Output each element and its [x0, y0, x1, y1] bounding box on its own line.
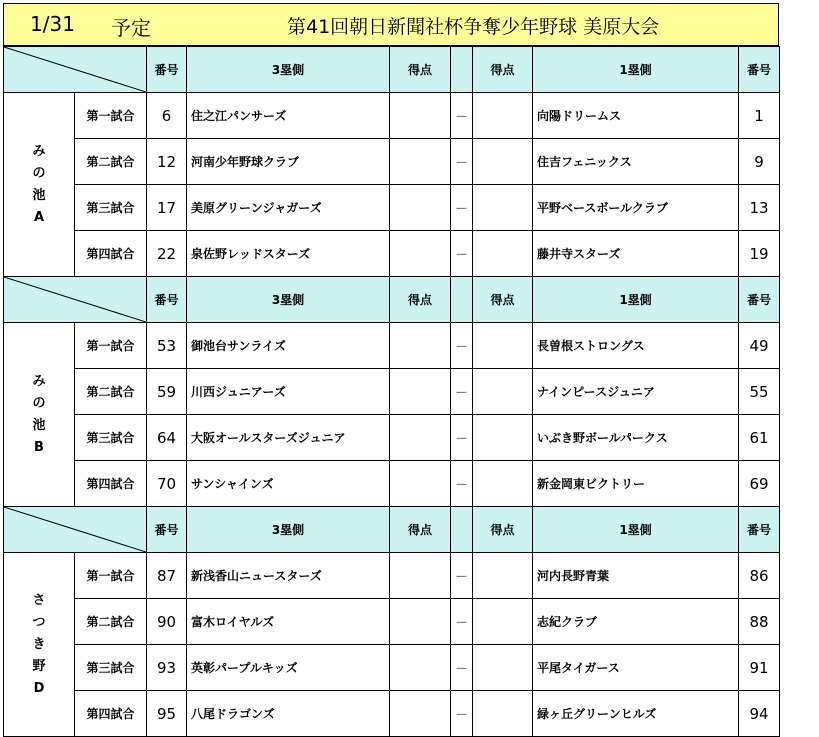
team1-name: 緑ヶ丘グリーンヒルズ [533, 691, 739, 737]
venue-char: 池 [32, 417, 46, 433]
team3-number: 53 [147, 323, 187, 369]
team1-name: 藤井寺スターズ [533, 231, 739, 277]
table-row [4, 93, 780, 139]
event-title: 第41回朝日新聞社杯争奪少年野球 美原大会 [287, 16, 660, 38]
team3-name: 富木ロイヤルズ [187, 599, 390, 645]
header-score-3: 得点 [390, 47, 451, 93]
header-team-3: 3塁側 [187, 277, 390, 323]
team3-score[interactable] [390, 691, 451, 737]
header-score-1: 得点 [473, 47, 533, 93]
team3-score[interactable] [390, 231, 451, 277]
venue-char: さ [32, 592, 46, 608]
venue-char: の [32, 165, 46, 181]
team3-name: 大阪オールスターズジュニア [187, 415, 390, 461]
header-score-3: 得点 [390, 277, 451, 323]
column-header-row [4, 47, 780, 93]
team1-number: 9 [739, 139, 780, 185]
score-separator: － [451, 415, 473, 461]
game-label: 第二試合 [75, 139, 147, 185]
team3-score[interactable] [390, 93, 451, 139]
header-score-1: 得点 [473, 277, 533, 323]
team3-name: 英彰パープルキッズ [187, 645, 390, 691]
team3-number: 59 [147, 369, 187, 415]
team1-number: 49 [739, 323, 780, 369]
header-number-1: 番号 [739, 47, 780, 93]
team3-score[interactable] [390, 185, 451, 231]
team1-number: 55 [739, 369, 780, 415]
team1-number: 61 [739, 415, 780, 461]
team1-name: 新金岡東ビクトリー [533, 461, 739, 507]
header-team-3: 3塁側 [187, 507, 390, 553]
header-sep [451, 277, 473, 323]
team3-number: 90 [147, 599, 187, 645]
header-sep [451, 507, 473, 553]
team1-score[interactable] [473, 185, 533, 231]
header-team-1: 1塁側 [533, 277, 739, 323]
team1-number: 91 [739, 645, 780, 691]
team1-number: 88 [739, 599, 780, 645]
team3-name: 新浅香山ニュースターズ [187, 553, 390, 599]
team3-score[interactable] [390, 461, 451, 507]
game-label: 第四試合 [75, 231, 147, 277]
venue-char: つ [32, 614, 46, 630]
team3-name: 泉佐野レッドスターズ [187, 231, 390, 277]
team3-number: 93 [147, 645, 187, 691]
team3-name: 八尾ドラゴンズ [187, 691, 390, 737]
score-separator: － [451, 231, 473, 277]
team1-name: 向陽ドリームス [533, 93, 739, 139]
header-diagonal-cell [4, 277, 147, 323]
venue-cell [4, 323, 75, 507]
team3-number: 64 [147, 415, 187, 461]
header-number-1: 番号 [739, 277, 780, 323]
title-bar [3, 3, 779, 46]
team3-number: 95 [147, 691, 187, 737]
team3-name: 御池台サンライズ [187, 323, 390, 369]
game-label: 第四試合 [75, 691, 147, 737]
column-header-row [4, 277, 780, 323]
diagonal-line-icon [4, 47, 146, 92]
score-separator: － [451, 599, 473, 645]
team1-score[interactable] [473, 553, 533, 599]
column-header-row [4, 507, 780, 553]
schedule-sheet [3, 3, 779, 737]
team1-score[interactable] [473, 369, 533, 415]
team1-score[interactable] [473, 139, 533, 185]
schedule-body [4, 47, 780, 737]
venue-char: き [32, 636, 46, 652]
team1-name: ナインピースジュニア [533, 369, 739, 415]
game-label: 第四試合 [75, 461, 147, 507]
team3-name: 美原グリーンジャガーズ [187, 185, 390, 231]
team1-score[interactable] [473, 93, 533, 139]
team1-number: 13 [739, 185, 780, 231]
team1-score[interactable] [473, 691, 533, 737]
header-diagonal-cell [4, 507, 147, 553]
score-separator: － [451, 645, 473, 691]
team3-score[interactable] [390, 369, 451, 415]
team3-name: 河南少年野球クラブ [187, 139, 390, 185]
score-separator: － [451, 369, 473, 415]
table-row [4, 461, 780, 507]
game-label: 第三試合 [75, 645, 147, 691]
game-label: 第一試合 [75, 323, 147, 369]
venue-cell [4, 553, 75, 737]
score-separator: － [451, 553, 473, 599]
team3-number: 17 [147, 185, 187, 231]
diagonal-line-icon [4, 277, 146, 322]
venue-char: 野 [32, 658, 46, 674]
venue-cell [4, 93, 75, 277]
table-row [4, 185, 780, 231]
header-team-3: 3塁側 [187, 47, 390, 93]
table-row [4, 599, 780, 645]
team1-number: 1 [739, 93, 780, 139]
schedule-label: 予定 [111, 16, 151, 40]
team1-name: 住吉フェニックス [533, 139, 739, 185]
team1-name: 平尾タイガース [533, 645, 739, 691]
team3-score[interactable] [390, 599, 451, 645]
team3-score[interactable] [390, 645, 451, 691]
team3-name: 川西ジュニアーズ [187, 369, 390, 415]
schedule-table [3, 46, 780, 737]
diagonal-line-icon [4, 507, 146, 552]
team3-number: 12 [147, 139, 187, 185]
game-label: 第一試合 [75, 553, 147, 599]
team1-score[interactable] [473, 231, 533, 277]
team3-score[interactable] [390, 139, 451, 185]
venue-char: み [32, 143, 46, 159]
header-team-1: 1塁側 [533, 507, 739, 553]
schedule-date: 1/31 [30, 12, 75, 36]
team1-name: 平野ベースボールクラブ [533, 185, 739, 231]
team1-score[interactable] [473, 645, 533, 691]
table-row [4, 231, 780, 277]
table-row [4, 139, 780, 185]
venue-char: の [32, 395, 46, 411]
team1-name: 志紀クラブ [533, 599, 739, 645]
team3-score[interactable] [390, 323, 451, 369]
venue-char: 池 [32, 187, 46, 203]
header-sep [451, 47, 473, 93]
header-number-3: 番号 [147, 47, 187, 93]
team1-score[interactable] [473, 599, 533, 645]
venue-char: D [33, 680, 45, 696]
table-row [4, 691, 780, 737]
venue-char: B [34, 439, 44, 455]
team3-number: 87 [147, 553, 187, 599]
score-separator: － [451, 461, 473, 507]
team1-name: 河内長野青葉 [533, 553, 739, 599]
game-label: 第二試合 [75, 599, 147, 645]
team3-score[interactable] [390, 553, 451, 599]
game-label: 第三試合 [75, 415, 147, 461]
score-separator: － [451, 323, 473, 369]
score-separator: － [451, 691, 473, 737]
score-separator: － [451, 139, 473, 185]
venue-char: み [32, 373, 46, 389]
team1-number: 69 [739, 461, 780, 507]
team1-score[interactable] [473, 415, 533, 461]
team3-number: 6 [147, 93, 187, 139]
team3-score[interactable] [390, 415, 451, 461]
team1-name: 長曽根ストロングス [533, 323, 739, 369]
table-row [4, 415, 780, 461]
game-label: 第二試合 [75, 369, 147, 415]
team1-number: 86 [739, 553, 780, 599]
header-number-1: 番号 [739, 507, 780, 553]
score-separator: － [451, 185, 473, 231]
table-row [4, 369, 780, 415]
venue-char: A [33, 209, 45, 225]
team1-score[interactable] [473, 461, 533, 507]
team1-score[interactable] [473, 323, 533, 369]
team3-number: 70 [147, 461, 187, 507]
team1-name: いぶき野ボールパークス [533, 415, 739, 461]
header-diagonal-cell [4, 47, 147, 93]
game-label: 第三試合 [75, 185, 147, 231]
game-label: 第一試合 [75, 93, 147, 139]
table-row [4, 323, 780, 369]
team3-name: サンシャインズ [187, 461, 390, 507]
header-score-3: 得点 [390, 507, 451, 553]
header-team-1: 1塁側 [533, 47, 739, 93]
team3-number: 22 [147, 231, 187, 277]
team3-name: 住之江パンサーズ [187, 93, 390, 139]
team1-number: 94 [739, 691, 780, 737]
header-number-3: 番号 [147, 277, 187, 323]
header-number-3: 番号 [147, 507, 187, 553]
table-row [4, 553, 780, 599]
header-score-1: 得点 [473, 507, 533, 553]
team1-number: 19 [739, 231, 780, 277]
score-separator: － [451, 93, 473, 139]
table-row [4, 645, 780, 691]
